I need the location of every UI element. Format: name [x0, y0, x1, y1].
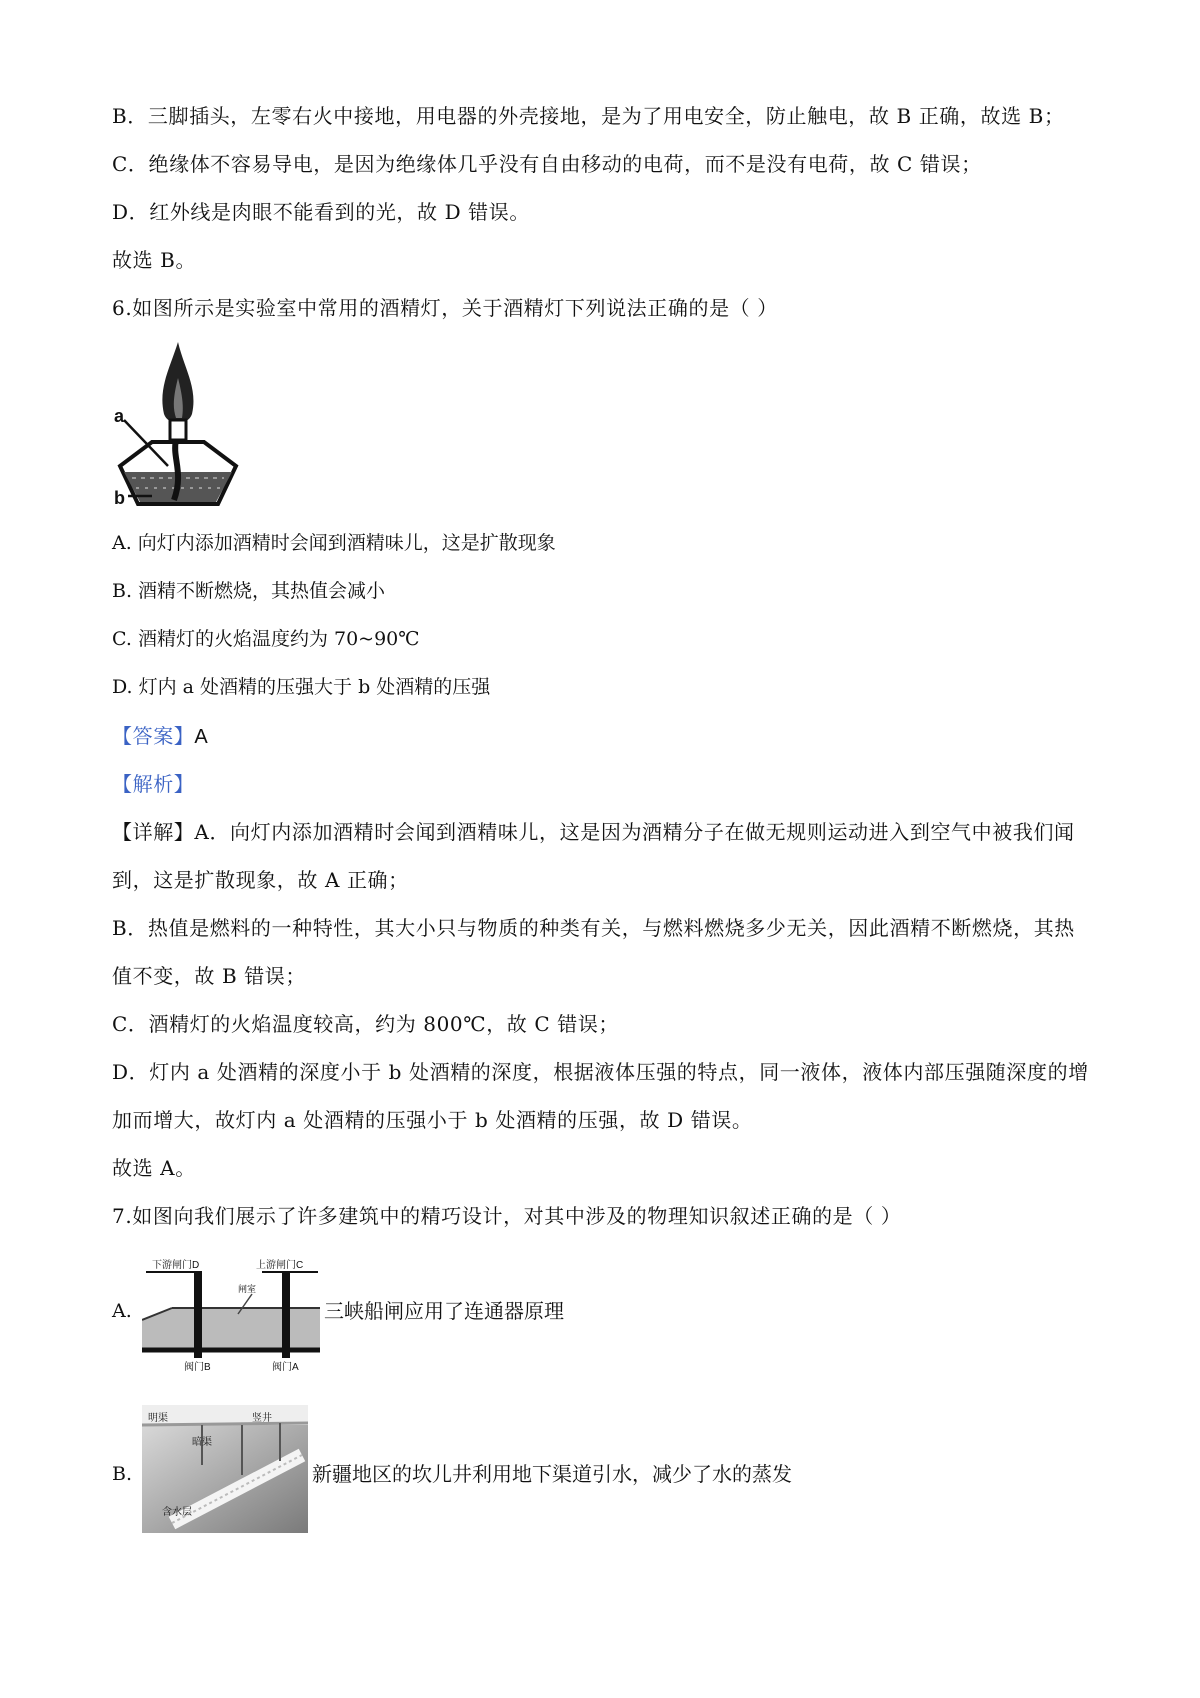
- question-7-stem: 7.如图向我们展示了许多建筑中的精巧设计，对其中涉及的物理知识叙述正确的是（ ）: [112, 1204, 902, 1228]
- fig-label: 闸室: [238, 1284, 257, 1294]
- fig-label: 明渠: [148, 1413, 168, 1424]
- detail-line: 到，这是扩散现象，故 A 正确；: [112, 868, 409, 892]
- option-b: B. 酒精不断燃烧，其热值会减小: [112, 580, 386, 602]
- detail-line: 【详解】A．向灯内添加酒精时会闻到酒精味儿，这是因为酒精分子在做无规则运动进入到空气中被我们闻: [112, 820, 1075, 844]
- analysis-tag: 【解析】: [112, 772, 195, 796]
- answer-tag: 【答案】: [112, 724, 195, 748]
- text-line: C．绝缘体不容易导电，是因为绝缘体几乎没有自由移动的电荷，而不是没有电荷，故 C 错误；: [112, 152, 982, 176]
- label-b: b: [114, 488, 125, 508]
- fig-label: 上游闸门C: [256, 1260, 304, 1271]
- question-6-stem: 6.如图所示是实验室中常用的酒精灯，关于酒精灯下列说法正确的是（ ）: [112, 296, 778, 320]
- detail-line: 值不变，故 B 错误；: [112, 964, 307, 988]
- option-a: A. 向灯内添加酒精时会闻到酒精味儿，这是扩散现象: [112, 532, 556, 554]
- text-line: B．三脚插头，左零右火中接地，用电器的外壳接地，是为了用电安全，防止触电，故 B 正确，故选 B；: [112, 104, 1065, 128]
- option-d: D. 灯内 a 处酒精的压强大于 b 处酒精的压强: [112, 676, 491, 698]
- fig-label: 暗渠: [192, 1437, 212, 1448]
- ship-lock-figure: [142, 1250, 320, 1374]
- option-b-letter: B.: [112, 1463, 133, 1485]
- alcohol-lamp-figure: [112, 338, 252, 510]
- fig-label: 竖井: [252, 1413, 272, 1424]
- fig-label: 阀门A: [272, 1362, 299, 1373]
- option-a-letter: A.: [112, 1300, 132, 1322]
- option-c: C. 酒精灯的火焰温度约为 70~90℃: [112, 628, 420, 650]
- detail-line: D．灯内 a 处酒精的深度小于 b 处酒精的深度，根据液体压强的特点，同一液体，液体内部压强随深度的增: [112, 1060, 1089, 1084]
- detail-line: C．酒精灯的火焰温度较高，约为 800℃，故 C 错误；: [112, 1012, 620, 1036]
- detail-line: B．热值是燃料的一种特性，其大小只与物质的种类有关，与燃料燃烧多少无关，因此酒精不断燃烧，其热: [112, 916, 1075, 940]
- fig-label: 下游闸门D: [152, 1260, 200, 1271]
- text-line: 故选 B。: [112, 248, 197, 272]
- label-a: a: [114, 406, 125, 426]
- text-line: D．红外线是肉眼不能看到的光，故 D 错误。: [112, 200, 530, 224]
- fig-label: 阀门B: [184, 1362, 211, 1373]
- fig-label: 含水层: [162, 1507, 192, 1518]
- answer-value: A: [194, 726, 209, 748]
- karez-well-figure: [142, 1405, 308, 1533]
- detail-line: 加而增大，故灯内 a 处酒精的压强小于 b 处酒精的压强，故 D 错误。: [112, 1108, 753, 1132]
- option-b-text: 新疆地区的坎儿井利用地下渠道引水，减少了水的蒸发: [312, 1462, 792, 1486]
- answer-line: [112, 722, 208, 751]
- detail-line: 故选 A。: [112, 1156, 196, 1180]
- option-a-text: 三峡船闸应用了连通器原理: [324, 1299, 564, 1323]
